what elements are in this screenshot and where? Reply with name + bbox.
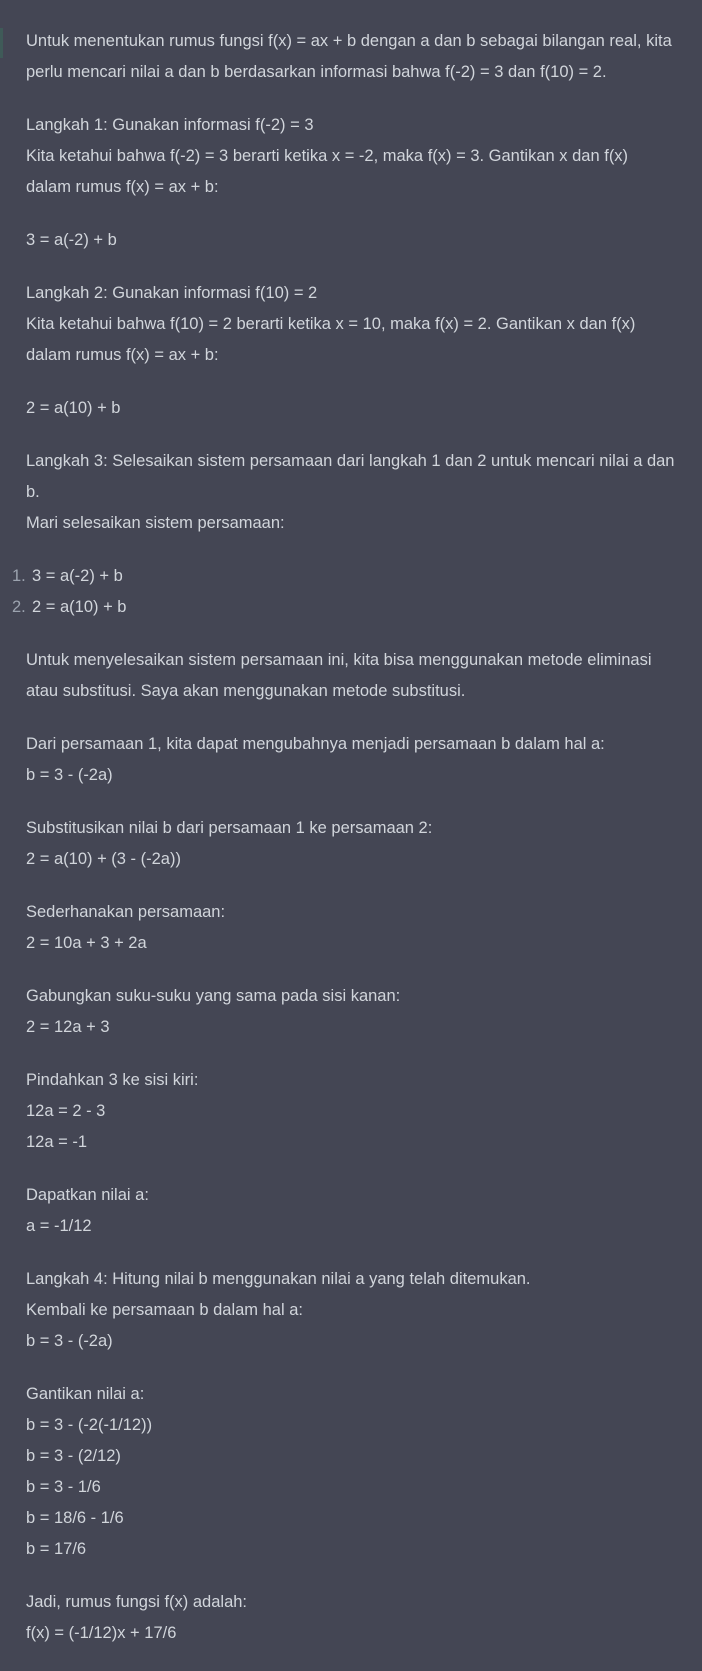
intro-paragraph: Untuk menentukan rumus fungsi f(x) = ax + b dengan a dan b sebagai bilangan real, kita perlu mencari nilai a dan b berdasarkan informasi bahwa f(-2) = 3 dan f(10) = 2.: [26, 32, 672, 81]
replace-equation: b = 17/6: [26, 1540, 87, 1558]
combine-equation: 2 = 12a + 3: [26, 1018, 110, 1036]
replace-equation: b = 18/6 - 1/6: [26, 1509, 124, 1527]
simplify-block: [26, 897, 676, 959]
list-item-number: 1.: [12, 567, 26, 585]
list-item: [12, 592, 676, 623]
substitution-label: Substitusikan nilai b dari persamaan 1 ke persamaan 2:: [26, 819, 433, 837]
conclusion-label: Jadi, rumus fungsi f(x) adalah:: [26, 1593, 248, 1611]
step-4-back-label: Kembali ke persamaan b dalam hal a:: [26, 1301, 303, 1319]
get-a-block: [26, 1180, 676, 1242]
replace-label: Gantikan nilai a:: [26, 1385, 145, 1403]
step-3: [26, 446, 676, 539]
replace-equation: b = 3 - (-2(-1/12)): [26, 1416, 153, 1434]
step-3-text: Mari selesaikan sistem persamaan:: [26, 514, 285, 532]
message-accent-bar: [0, 28, 3, 58]
replace-equation: b = 3 - (2/12): [26, 1447, 121, 1465]
get-a-label: Dapatkan nilai a:: [26, 1186, 149, 1204]
list-item-number: 2.: [12, 598, 26, 616]
list-item-equation: 3 = a(-2) + b: [32, 567, 123, 585]
list-item: [12, 561, 676, 592]
conclusion-block: [26, 1587, 676, 1649]
from-eq1-equation: b = 3 - (-2a): [26, 766, 113, 784]
from-eq1-block: [26, 729, 676, 791]
from-eq1-label: Dari persamaan 1, kita dapat mengubahnya menjadi persamaan b dalam hal a:: [26, 735, 605, 753]
replace-block: [26, 1379, 676, 1565]
move-equation-1: 12a = 2 - 3: [26, 1102, 106, 1120]
step-1-equation: 3 = a(-2) + b: [26, 231, 117, 249]
get-a-equation: a = -1/12: [26, 1217, 92, 1235]
simplify-label: Sederhanakan persamaan:: [26, 903, 226, 921]
substitution-equation: 2 = a(10) + (3 - (-2a)): [26, 850, 181, 868]
step-4-back-equation: b = 3 - (-2a): [26, 1332, 113, 1350]
step-2-title: Langkah 2: Gunakan informasi f(10) = 2: [26, 284, 318, 302]
combine-block: [26, 981, 676, 1043]
step-1: [26, 110, 676, 203]
step-2: [26, 278, 676, 371]
step-4: [26, 1264, 676, 1357]
method-paragraph: Untuk menyelesaikan sistem persamaan ini, kita bisa menggunakan metode eliminasi atau substitusi. Saya akan menggunakan metode substitusi.: [26, 651, 652, 700]
list-item-equation: 2 = a(10) + b: [32, 598, 127, 616]
move-equation-2: 12a = -1: [26, 1133, 88, 1151]
simplify-equation: 2 = 10a + 3 + 2a: [26, 934, 147, 952]
replace-equation: b = 3 - 1/6: [26, 1478, 101, 1496]
step-2-text: Kita ketahui bahwa f(10) = 2 berarti ketika x = 10, maka f(x) = 2. Gantikan x dan f(x) dalam rumus f(x) = ax + b:: [26, 315, 636, 364]
combine-label: Gabungkan suku-suku yang sama pada sisi kanan:: [26, 987, 401, 1005]
step-3-title: Langkah 3: Selesaikan sistem persamaan dari langkah 1 dan 2 untuk mencari nilai a dan b.: [26, 452, 675, 501]
equation-list: [12, 561, 676, 623]
move-block: [26, 1065, 676, 1158]
move-label: Pindahkan 3 ke sisi kiri:: [26, 1071, 199, 1089]
conclusion-formula: f(x) = (-1/12)x + 17/6: [26, 1624, 177, 1642]
step-1-text: Kita ketahui bahwa f(-2) = 3 berarti ketika x = -2, maka f(x) = 3. Gantikan x dan f(x) dalam rumus f(x) = ax + b:: [26, 147, 629, 196]
assistant-message: [12, 26, 676, 1671]
step-2-equation: 2 = a(10) + b: [26, 399, 121, 417]
substitution-block: [26, 813, 676, 875]
step-1-title: Langkah 1: Gunakan informasi f(-2) = 3: [26, 116, 314, 134]
step-4-title: Langkah 4: Hitung nilai b menggunakan nilai a yang telah ditemukan.: [26, 1270, 531, 1288]
